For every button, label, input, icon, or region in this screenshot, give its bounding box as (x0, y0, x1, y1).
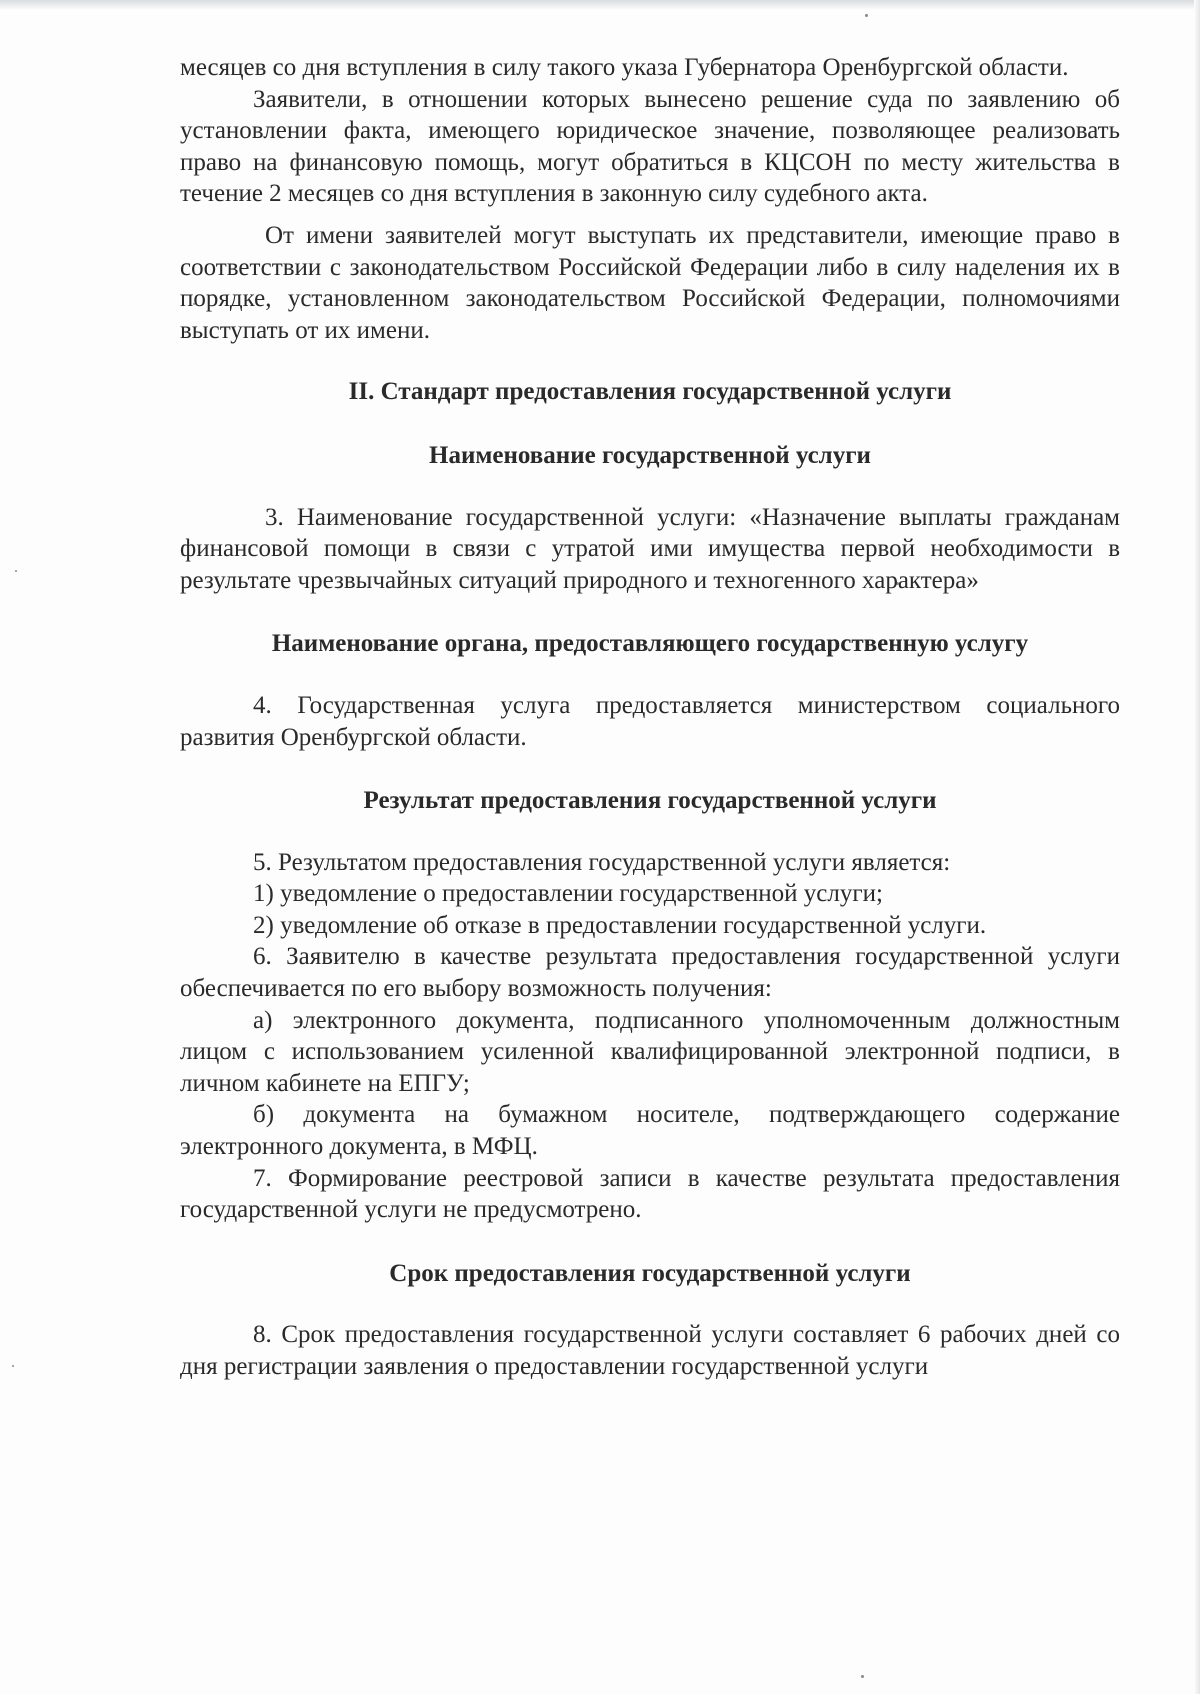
paragraph-item-5-1: 1) уведомление о предоставлении государственной услуги; (253, 880, 883, 908)
paragraph-representatives: От имени заявителей могут выступать их представители, имеющие право в соответствии с законодательством Российской Федерации либо в силу наделения их в порядке, установленном законодательством Российской Федерации, полномочиями выступать от их имени. (180, 221, 1120, 344)
scan-speck (12, 1365, 14, 1367)
paragraph-item-4: 4. Государственная услуга предоставляется министерством социального развития Оренбургской области. (180, 691, 1120, 751)
heading-authority: Наименование органа, предоставляющего государственную услугу (271, 630, 1029, 658)
scan-edge-top (0, 0, 1200, 10)
paragraph-item-6: 6. Заявителю в качестве результата предоставления государственной услуги обеспечивается по его выбору возможность получения: (180, 943, 1120, 1003)
paragraph-item-5: 5. Результатом предоставления государственной услуги является: (253, 848, 951, 876)
heading-term: Срок предоставления государственной услуги (389, 1259, 911, 1287)
scan-edge-right (1194, 0, 1200, 1694)
paragraph-continuation: месяцев со дня вступления в силу такого указа Губернатора Оренбургской области. (180, 54, 1069, 81)
heading-service-name: Наименование государственной услуги (429, 441, 871, 469)
paragraph-item-5-2: 2) уведомление об отказе в предоставлении государственной услуги. (253, 911, 987, 939)
heading-result: Результат предоставления государственной услуги (363, 787, 937, 815)
paragraph-applicants-court: Заявители, в отношении которых вынесено решение суда по заявлению об установлении факта, имеющего юридическое значение, позволяющее реализовать право на финансовую помощь, могут обратиться в КЦСОН по месту жительства в течение 2 месяцев со дня вступления в законную силу судебного акта. (180, 85, 1120, 208)
paragraph-item-3: 3. Наименование государственной услуги: «Назначение выплаты гражданам финансовой помощи в связи с утратой ими имущества первой необходимости в результате чрезвычайных ситуаций природного и техногенного характера» (180, 503, 1120, 594)
scan-speck (865, 14, 868, 17)
paragraph-item-8: 8. Срок предоставления государственной услуги составляет 6 рабочих дней со дня регистрации заявления о предоставлении государственной услуги (180, 1321, 1120, 1380)
scan-speck (861, 1675, 864, 1678)
paragraph-item-6-a: а) электронного документа, подписанного уполномоченным должностным лицом с использованием усиленной квалифицированной электронной подписи, в личном кабинете на ЕПГУ; (180, 1006, 1120, 1097)
document-body (180, 52, 1120, 1383)
scan-speck (15, 570, 17, 572)
paragraph-item-6-b: б) документа на бумажном носителе, подтверждающего содержание электронного документа, в МФЦ. (180, 1101, 1120, 1161)
paragraph-item-7: 7. Формирование реестровой записи в качестве результата предоставления государственной услуги не предусмотрено. (180, 1164, 1120, 1224)
section-heading-standard: II. Стандарт предоставления государственной услуги (348, 378, 952, 406)
